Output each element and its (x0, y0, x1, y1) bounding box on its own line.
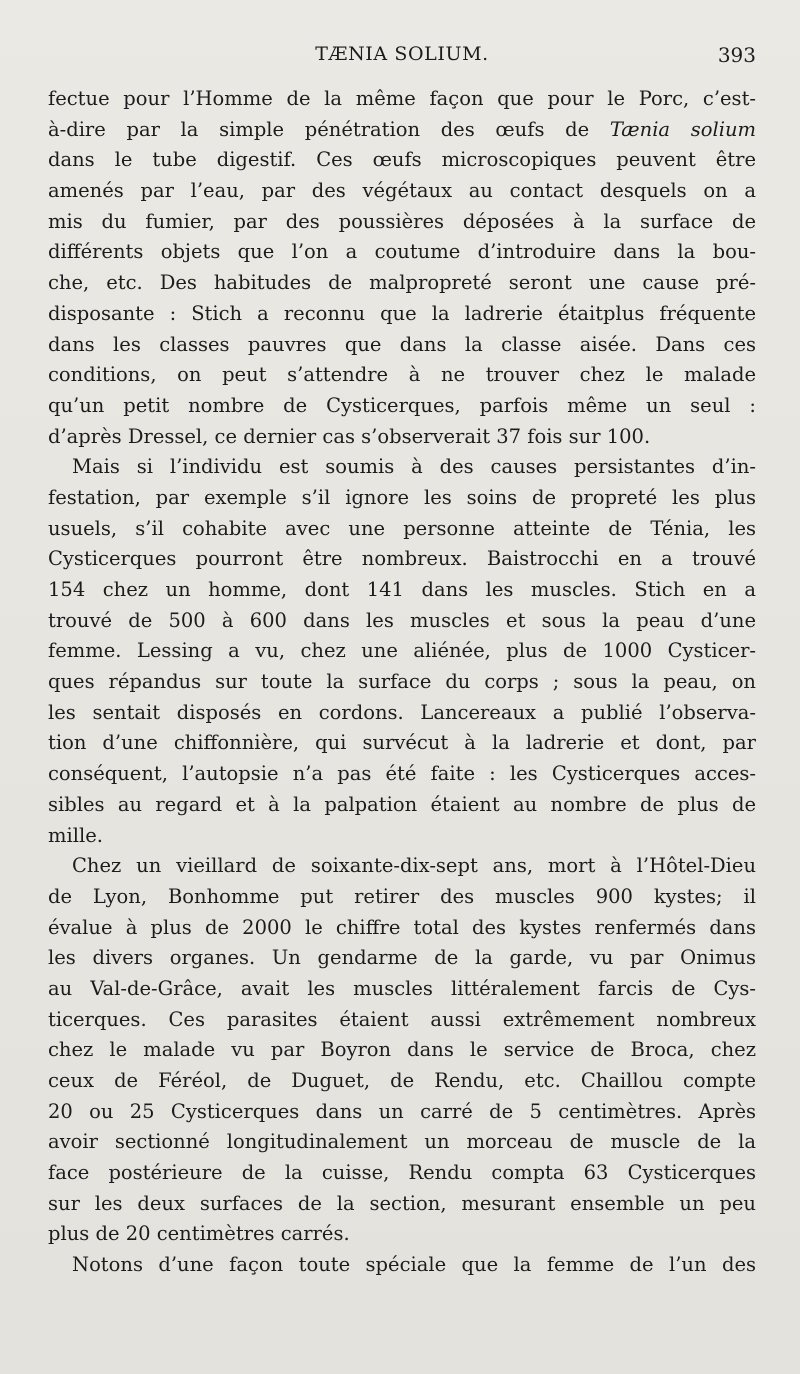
page-header (48, 43, 756, 77)
line-text: 20 ou 25 Cysticerques dans un carré de 5 centimètres. Après (48, 1099, 756, 1123)
line-text: face postérieure de la cuisse, Rendu compta 63 Cysticerques (48, 1161, 756, 1185)
text-line (48, 728, 756, 759)
line-text: mille. (48, 823, 103, 847)
line-text: qu’un petit nombre de Cysticerques, parfois même un seul : (48, 393, 756, 417)
line-text: ticerques. Ces parasites étaient aussi extrêmement nombreux (48, 1007, 756, 1031)
line-text: les sentait disposés en cordons. Lancereaux a publié l’observa- (48, 700, 756, 724)
line-text: chez le malade vu par Boyron dans le service de Broca, chez (48, 1038, 756, 1062)
text-line (48, 575, 756, 606)
text-line (48, 145, 756, 176)
line-text: amenés par l’eau, par des végétaux au contact desquels on a (48, 179, 756, 203)
text-line (48, 1035, 756, 1066)
line-text: évalue à plus de 2000 le chiffre total des kystes renfermés dans (48, 915, 756, 939)
text-line (48, 207, 756, 238)
text-line (48, 514, 756, 545)
text-line (48, 176, 756, 207)
line-text: ques répandus sur toute la surface du corps ; sous la peau, on (48, 670, 756, 694)
line-text: différents objets que l’on a coutume d’introduire dans la bou- (48, 240, 756, 264)
line-text: usuels, s’il cohabite avec une personne atteinte de Ténia, les (48, 516, 756, 540)
text-line (48, 1189, 756, 1220)
text-line (48, 330, 756, 361)
text-line (48, 759, 756, 790)
text-line (48, 913, 756, 944)
text-line (48, 544, 756, 575)
line-text: Notons d’une façon toute spéciale que la femme de l’un des (72, 1253, 756, 1277)
text-line (48, 636, 756, 667)
line-text: sibles au regard et à la palpation étaient au nombre de plus de (48, 792, 756, 816)
line-text: disposante : Stich a reconnu que la ladrerie étaitplus fréquente (48, 301, 756, 325)
running-title: TÆNIA SOLIUM. (315, 43, 489, 65)
text-line (48, 422, 756, 453)
text-line (48, 237, 756, 268)
line-text: plus de 20 centimètres carrés. (48, 1222, 350, 1246)
line-text: avoir sectionné longitudinalement un morceau de muscle de la (48, 1130, 756, 1154)
line-text: che, etc. Des habitudes de malpropreté seront une cause pré- (48, 271, 756, 295)
text-line (48, 974, 756, 1005)
text-line (48, 667, 756, 698)
line-text: ceux de Féréol, de Duguet, de Rendu, etc. Chaillou compte (48, 1069, 756, 1092)
text-line (48, 84, 756, 115)
text-line (48, 1005, 756, 1036)
line-text: au Val-de-Grâce, avait les muscles littéralement farcis de Cys- (48, 976, 756, 1000)
text-line (48, 790, 756, 821)
line-text: Chez un vieillard de soixante-dix-sept ans, mort à l’Hôtel-Dieu (72, 854, 756, 878)
text-line (48, 1066, 756, 1097)
text-line (48, 391, 756, 422)
text-line (48, 1158, 756, 1189)
page-number: 393 (717, 43, 756, 67)
text-line (48, 851, 756, 882)
line-text: conséquent, l’autopsie n’a pas été faite : les Cysticerques acces- (48, 762, 756, 786)
line-text: Cysticerques pourront être nombreux. Baistrocchi en a trouvé (48, 547, 756, 571)
line-text: conditions, on peut s’attendre à ne trouver chez le malade (48, 363, 756, 387)
line-text: de Lyon, Bonhomme put retirer des muscles 900 kystes; il (48, 884, 756, 908)
text-line (48, 1219, 756, 1250)
line-text: dans les classes pauvres que dans la classe aisée. Dans ces (48, 332, 756, 356)
text-line (48, 268, 756, 299)
line-text: Mais si l’individu est soumis à des causes persistantes d’in- (72, 455, 756, 479)
text-line (48, 1097, 756, 1128)
line-text: tion d’une chiffonnière, qui survécut à la ladrerie et dont, par (48, 731, 756, 755)
line-text: dans le tube digestif. Ces œufs microscopiques peuvent être (48, 148, 756, 172)
italic-text: Tænia solium (609, 117, 756, 141)
line-text: mis du fumier, par des poussières déposées à la surface de (48, 209, 756, 233)
body-text (48, 84, 756, 1281)
text-line (48, 606, 756, 637)
text-line (48, 115, 756, 146)
line-text: à-dire par la simple pénétration des œufs de (48, 117, 610, 141)
line-text: fectue pour l’Homme de la même façon que pour le Porc, c’est- (48, 87, 756, 110)
text-line (48, 882, 756, 913)
line-text: d’après Dressel, ce dernier cas s’observerait 37 fois sur 100. (48, 424, 651, 448)
text-line (48, 943, 756, 974)
line-text: 154 chez un homme, dont 141 dans les muscles. Stich en a (48, 578, 756, 601)
line-text: les divers organes. Un gendarme de la garde, vu par Onimus (48, 946, 756, 970)
text-line (48, 698, 756, 729)
text-line (48, 483, 756, 514)
text-line (48, 452, 756, 483)
line-text: sur les deux surfaces de la section, mesurant ensemble un peu (48, 1191, 756, 1215)
line-text: trouvé de 500 à 600 dans les muscles et sous la peau d’une (48, 608, 756, 632)
text-line (48, 360, 756, 391)
text-line (48, 1250, 756, 1281)
text-line (48, 1127, 756, 1158)
text-line (48, 821, 756, 852)
text-line (48, 299, 756, 330)
line-text: festation, par exemple s’il ignore les soins de propreté les plus (48, 485, 756, 509)
line-text: femme. Lessing a vu, chez une aliénée, plus de 1000 Cysticer- (48, 639, 756, 663)
